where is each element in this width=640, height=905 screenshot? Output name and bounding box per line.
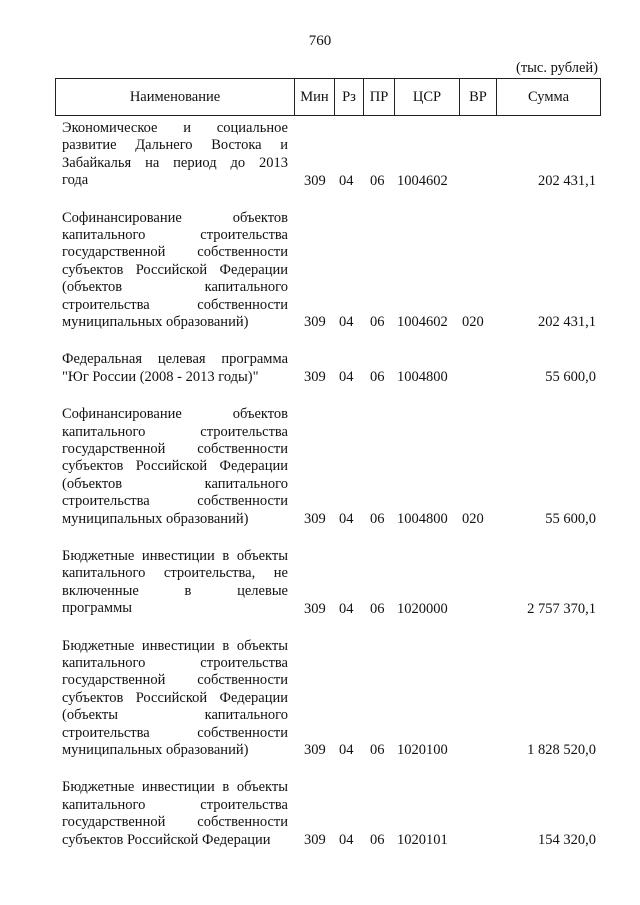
row-pr: 06 xyxy=(370,314,385,331)
row-csr: 1020100 xyxy=(397,742,448,759)
row-rz: 04 xyxy=(339,314,354,331)
row-name-line: года xyxy=(62,172,89,189)
row-sum: 55 600,0 xyxy=(545,510,596,527)
table-row xyxy=(0,406,640,528)
row-csr: 1004602 xyxy=(397,172,448,189)
table-header xyxy=(55,78,601,116)
row-name-line: "Юг России (2008 - 2013 годы)" xyxy=(62,368,259,385)
header-csr: ЦСР xyxy=(394,79,459,115)
row-name xyxy=(62,210,288,332)
row-rz: 04 xyxy=(339,600,354,617)
row-name-line: государственной собственности xyxy=(62,672,288,689)
row-pr: 06 xyxy=(370,510,385,527)
table-body xyxy=(0,120,640,869)
row-min: 309 xyxy=(304,314,326,331)
row-csr: 1004602 xyxy=(397,314,448,331)
row-name-line: муниципальных образований) xyxy=(62,314,249,331)
row-rz: 04 xyxy=(339,831,354,848)
table-row xyxy=(0,548,640,618)
row-vr: 020 xyxy=(462,314,484,331)
row-name xyxy=(62,779,288,849)
row-min: 309 xyxy=(304,600,326,617)
row-name-line: строительства собственности xyxy=(62,724,288,741)
row-name-line: государственной собственности xyxy=(62,441,288,457)
row-name-line: субъектов Российской Федерации xyxy=(62,458,288,475)
row-name-line: программы xyxy=(62,600,132,617)
header-vr: ВР xyxy=(459,79,496,115)
header-rz: Рз xyxy=(334,79,363,115)
row-name-line: субъектов Российской Федерации xyxy=(62,831,271,848)
row-name-line: Софинансирование объектов xyxy=(62,209,288,226)
table-row xyxy=(0,351,640,386)
row-name-line: муниципальных образований) xyxy=(62,510,249,527)
row-name-line: строительства собственности xyxy=(62,296,288,313)
row-csr: 1004800 xyxy=(397,369,448,386)
row-sum: 202 431,1 xyxy=(538,172,596,189)
row-min: 309 xyxy=(304,742,326,759)
row-name-line: капитального строительства, не xyxy=(62,565,288,582)
row-name-line: государственной собственности xyxy=(62,244,288,261)
header-pr: ПР xyxy=(363,79,394,115)
row-sum: 55 600,0 xyxy=(545,369,596,386)
row-sum: 2 757 370,1 xyxy=(527,600,596,617)
row-pr: 06 xyxy=(370,600,385,617)
row-name xyxy=(62,638,288,760)
row-vr: 020 xyxy=(462,510,484,527)
row-name xyxy=(62,406,288,528)
header-name: Наименование xyxy=(129,88,221,105)
page-number: 760 xyxy=(308,33,332,49)
row-name-line: Экономическое и социальное xyxy=(62,120,288,136)
row-name-line: Бюджетные инвестиции в объекты xyxy=(62,547,288,564)
row-name-line: муниципальных образований) xyxy=(62,742,249,759)
row-name-line: (объектов капитального xyxy=(62,475,288,492)
row-name xyxy=(62,548,288,618)
row-csr: 1020101 xyxy=(397,831,448,848)
row-name-line: капитального строительства xyxy=(62,654,288,671)
row-name-line: Бюджетные инвестиции в объекты xyxy=(62,637,288,654)
row-name-line: государственной собственности xyxy=(62,814,288,831)
table-row xyxy=(0,779,640,849)
row-min: 309 xyxy=(304,831,326,848)
row-csr: 1004800 xyxy=(397,510,448,527)
row-min: 309 xyxy=(304,510,326,527)
header-min: Мин xyxy=(294,79,334,115)
row-sum: 202 431,1 xyxy=(538,314,596,331)
row-min: 309 xyxy=(304,172,326,189)
row-pr: 06 xyxy=(370,831,385,848)
row-name-line: (объектов капитального xyxy=(62,279,288,296)
row-name-line: субъектов Российской Федерации xyxy=(62,261,288,278)
row-pr: 06 xyxy=(370,742,385,759)
row-name xyxy=(62,120,288,190)
table-row xyxy=(0,638,640,760)
row-csr: 1020000 xyxy=(397,600,448,617)
row-name-line: капитального строительства xyxy=(62,796,288,813)
table-row xyxy=(0,120,640,190)
table-row xyxy=(0,210,640,332)
row-name-line: Федеральная целевая программа xyxy=(62,351,288,368)
row-name-line: строительства собственности xyxy=(62,493,288,510)
row-name-line: Забайкалья на период до 2013 xyxy=(62,154,288,171)
row-sum: 1 828 520,0 xyxy=(527,742,596,759)
row-name-line: субъектов Российской Федерации xyxy=(62,689,288,706)
row-sum: 154 320,0 xyxy=(538,831,596,848)
row-name xyxy=(62,351,288,386)
row-min: 309 xyxy=(304,369,326,386)
row-name-line: (объекты капитального xyxy=(62,707,288,724)
row-pr: 06 xyxy=(370,172,385,189)
row-rz: 04 xyxy=(339,369,354,386)
row-rz: 04 xyxy=(339,510,354,527)
row-rz: 04 xyxy=(339,742,354,759)
row-pr: 06 xyxy=(370,369,385,386)
row-name-line: включенные в целевые xyxy=(62,582,288,599)
row-name-line: капитального строительства xyxy=(62,227,288,243)
row-name-line: Софинансирование объектов xyxy=(62,406,288,423)
row-name-line: капитального строительства xyxy=(62,423,288,440)
row-name-line: Бюджетные инвестиции в объекты xyxy=(62,779,288,796)
units-label: (тыс. рублей) xyxy=(516,60,598,76)
row-name-line: развитие Дальнего Востока и xyxy=(62,137,288,154)
row-rz: 04 xyxy=(339,172,354,189)
header-sum: Сумма xyxy=(496,79,600,115)
